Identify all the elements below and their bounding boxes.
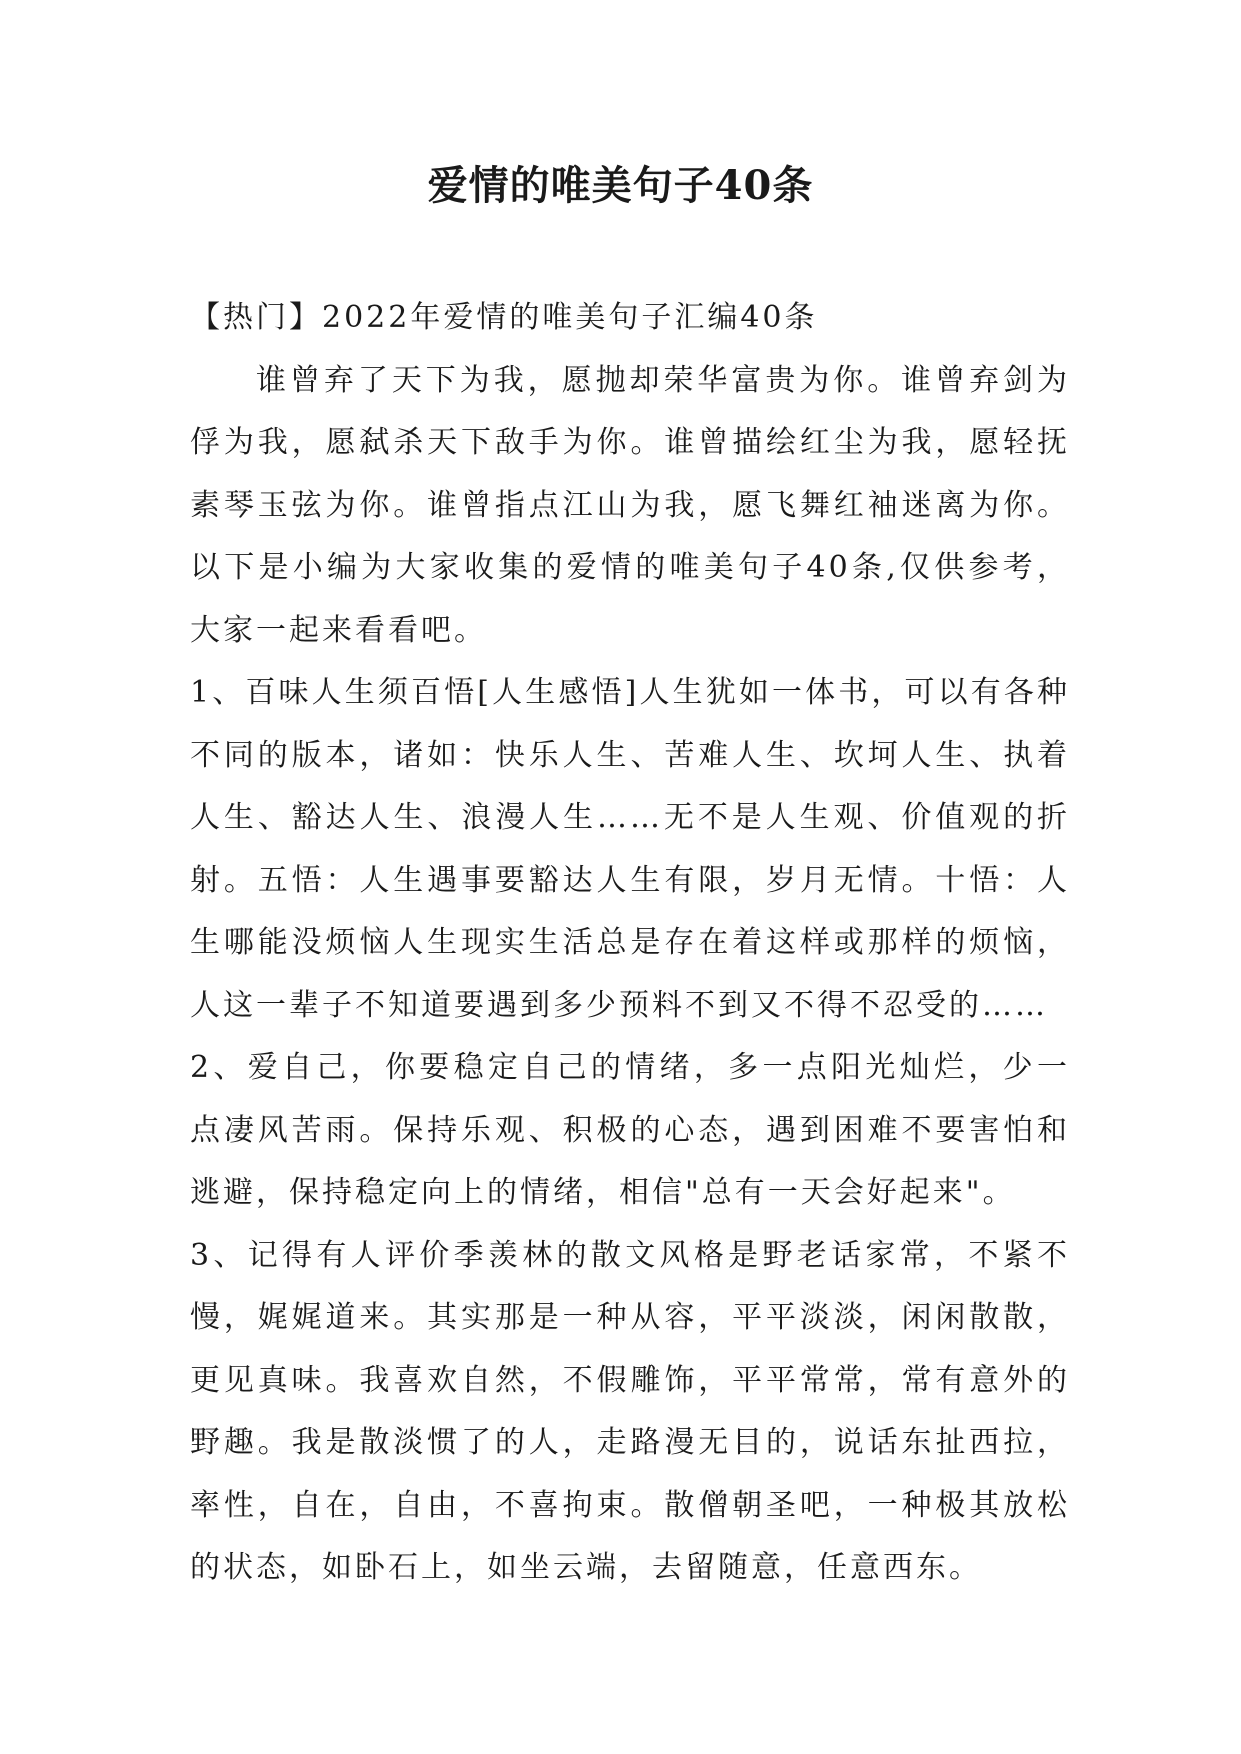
paragraph-item-3: 3、记得有人评价季羡林的散文风格是野老话家常，不紧不慢，娓娓道来。其实那是一种从容，平平淡淡，闲闲散散，更见真味。我喜欢自然，不假雕饰，平平常常，常有意外的野趣。我是散淡惯了的人，走路漫无目的，说话东扯西拉，率性，自在，自由，不喜拘束。散僧朝圣吧，一种极其放松的状态，如卧石上，如坐云端，去留随意，任意西东。 <box>190 1237 1070 1585</box>
paragraph-subtitle: 【热门】2022年爱情的唯美句子汇编40条 <box>190 300 818 335</box>
paragraph-intro: 谁曾弃了天下为我，愿抛却荣华富贵为你。谁曾弃剑为俘为我，愿弑杀天下敌手为你。谁曾描绘红尘为我，愿轻抚素琴玉弦为你。谁曾指点江山为我，愿飞舞红袖迷离为你。以下是小编为大家收集的爱情的唯美句子40条,仅供参考，大家一起来看看吧。 <box>190 362 1070 648</box>
paragraph-item-1: 1、百味人生须百悟[人生感悟]人生犹如一体书，可以有各种不同的版本，诸如：快乐人生、苦难人生、坎坷人生、执着人生、豁达人生、浪漫人生……无不是人生观、价值观的折射。五悟：人生遇事要豁达人生有限，岁月无情。十悟：人生哪能没烦恼人生现实生活总是存在着这样或那样的烦恼，人这一辈子不知道要遇到多少预料不到又不得不忍受的…… <box>190 675 1070 1023</box>
document-body <box>190 287 1070 1600</box>
document-title: 爱情的唯美句子40条 <box>427 162 814 209</box>
paragraph-item-2: 2、爱自己，你要稳定自己的情绪，多一点阳光灿烂，少一点凄风苦雨。保持乐观、积极的心态，遇到困难不要害怕和逃避，保持稳定向上的情绪，相信"总有一天会好起来"。 <box>190 1050 1070 1210</box>
